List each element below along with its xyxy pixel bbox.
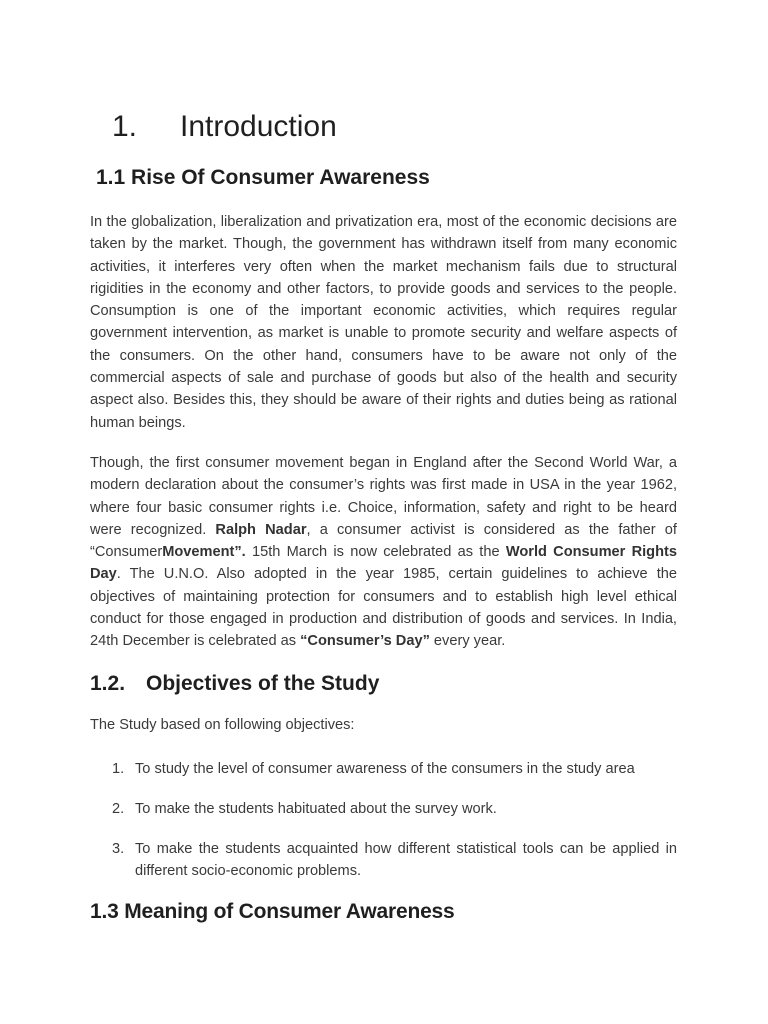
list-item-number: 2. (112, 801, 125, 817)
chapter-title: Introduction (180, 110, 337, 143)
list-item-text: To make the students acquainted how different statistical tools can be applied in different socio-economic problems. (135, 841, 677, 879)
paragraph-text: 15th March is now celebrated as the (245, 544, 506, 561)
list-item-number: 1. (112, 761, 125, 777)
bold-world-consumer-rights-day: World Consumer Rights Day (90, 544, 677, 583)
list-item-text: To study the level of consumer awareness of the consumers in the study area (135, 761, 635, 777)
objectives-list (90, 758, 677, 900)
section-1-1-heading: 1.1 Rise Of Consumer Awareness (96, 166, 430, 189)
objectives-intro: The Study based on following objectives: (90, 717, 355, 733)
paragraph-text: . The U.N.O. Also adopted in the year 1985, certain guidelines to achieve the objectives of maintaining protection for consumers and to establish high level ethical conduct for those engaged in production and distribution of goods and services. In India, 24th December is celebrated as (90, 566, 677, 650)
list-item (90, 798, 677, 820)
section-1-2-title: Objectives of the Study (146, 672, 380, 695)
chapter-heading (112, 110, 337, 144)
section-1-2-number: 1.2. (90, 672, 126, 695)
paragraph-text: every year. (429, 633, 506, 650)
paragraph-text: , a consumer activist is considered as the father of “Consumer (90, 521, 677, 561)
bold-consumers-day: “Consumer’s Day” (300, 633, 430, 650)
list-item (90, 838, 677, 882)
list-item-text: To make the students habituated about the survey work. (135, 801, 497, 817)
section-1-1-paragraph-2 (90, 452, 677, 653)
section-1-1-paragraph-1: In the globalization, liberalization and privatization era, most of the economic decisions are taken by the market. Though, the government has withdrawn itself from many economic activities, it interferes very often when the market mechanism fails due to structural rigidities in the economy and other factors, to provide goods and services to the people. Consumption is one of the important economic activities, which requires regular government intervention, as market is unable to promote security and welfare aspects of the consumers. On the other hand, consumers have to be aware not only of the commercial aspects of sale and purchase of goods but also of the health and security aspect also. Besides this, they should be aware of their rights and duties being as rational human beings. (90, 214, 677, 431)
section-1-3-heading: 1.3 Meaning of Consumer Awareness (90, 900, 455, 923)
section-1-2-heading (90, 672, 379, 696)
list-item-number: 3. (112, 841, 125, 857)
chapter-number: 1. (112, 110, 138, 143)
bold-name-ralph-nadar: Ralph Nadar (215, 521, 307, 538)
paragraph-text: Though, the first consumer movement began in England after the Second World War, a modern declaration about the consumer’s rights was first made in USA in the year 1962, where four basic consumer rights i.e. Choice, information, safety and right to be heard were recognized. (90, 455, 677, 538)
list-item (90, 758, 677, 780)
bold-movement: Movement”. (162, 544, 246, 561)
